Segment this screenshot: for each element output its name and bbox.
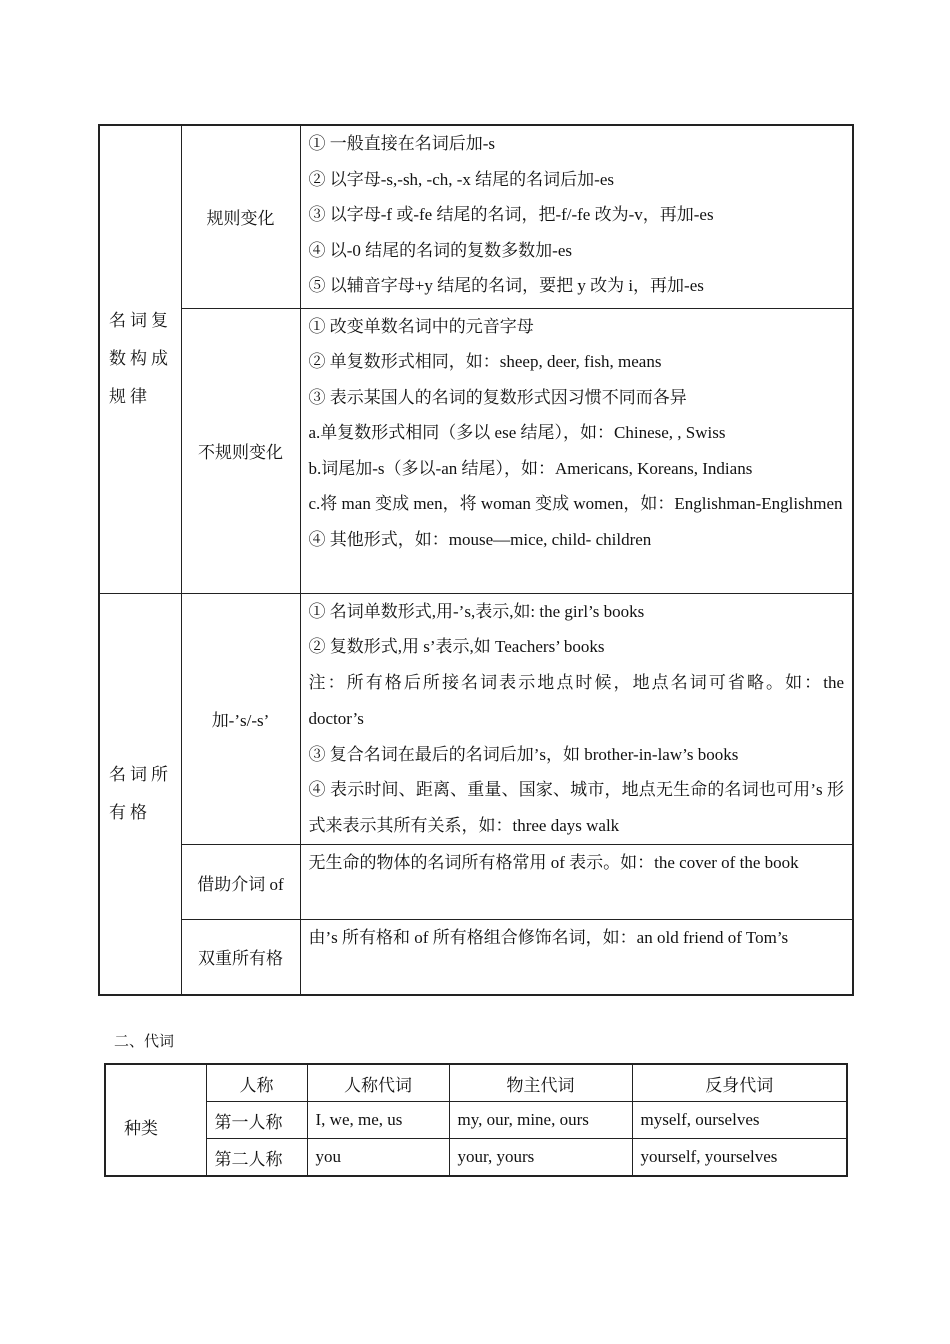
of-preposition-text: 无生命的物体的名词所有格常用 of 表示。如：the cover of the book	[308, 853, 799, 872]
row-first-person-reflexive: myself, ourselves	[632, 1102, 847, 1139]
possessive-rule-1: ① 名词单数形式,用-’s,表示,如: the girl’s books	[308, 601, 645, 621]
pronoun-table	[104, 1063, 848, 1177]
plural-category-cell: 名词复数构成规律	[99, 125, 181, 593]
regular-change-content	[300, 125, 853, 308]
apostrophe-content	[300, 593, 853, 845]
regular-rule-5: ⑤ 以辅音字母+y 结尾的名词，要把 y 改为 i，再加-es	[308, 276, 704, 295]
apostrophe-label: 加-’s/-s’	[181, 593, 300, 845]
irregular-rule-1: ① 改变单数名词中的元音字母	[308, 316, 534, 336]
row-second-person-possessive: your, yours	[449, 1139, 632, 1177]
row-first-person-personal: I, we, me, us	[307, 1102, 449, 1139]
irregular-rule-3a: a.单复数形式相同（多以 ese 结尾），如：Chinese, , Swiss	[308, 423, 726, 442]
header-personal-pronoun: 人称代词	[307, 1064, 449, 1102]
irregular-change-content	[300, 308, 853, 593]
irregular-change-label: 不规则变化	[181, 308, 300, 593]
regular-rule-3: ③ 以字母-f 或-fe 结尾的名词，把-f/-fe 改为-v，再加-es	[308, 205, 714, 224]
double-possessive-text: 由’s 所有格和 of 所有格组合修饰名词，如：an old friend of Tom’s	[308, 928, 789, 947]
possessive-note: 注：所有格后所接名词表示地点时候，地点名词可省略。如：the doctor’s	[308, 672, 844, 728]
irregular-rule-2: ② 单复数形式相同，如：sheep, deer, fish, means	[308, 352, 662, 371]
of-preposition-content	[300, 845, 853, 920]
header-possessive-pronoun: 物主代词	[449, 1064, 632, 1102]
table-row	[105, 1139, 847, 1177]
regular-rule-4: ④ 以-0 结尾的名词的复数多数加-es	[308, 240, 572, 260]
irregular-rule-4: ④ 其他形式，如：mouse—mice, child- children	[308, 530, 652, 549]
irregular-rule-3: ③ 表示某国人的名词的复数形式因习惯不同而各异	[308, 387, 687, 407]
table-row	[105, 1102, 847, 1139]
regular-rule-1: ① 一般直接在名词后加-s	[308, 134, 496, 153]
row-second-person-label: 第二人称	[206, 1139, 307, 1177]
noun-rules-table	[98, 124, 854, 996]
double-possessive-label: 双重所有格	[181, 920, 300, 995]
header-reflexive-pronoun: 反身代词	[632, 1064, 847, 1102]
row-second-person-personal: you	[307, 1139, 449, 1177]
pronoun-category-cell: 种类	[105, 1064, 206, 1176]
possessive-rule-3: ③ 复合名词在最后的名词后加’s，如 brother-in-law’s books	[308, 744, 739, 764]
section-title-pronouns: 二、代词	[114, 1034, 175, 1050]
possessive-category-cell: 名词所有格	[99, 593, 181, 995]
regular-rule-2: ② 以字母-s,-sh, -ch, -x 结尾的名词后加-es	[308, 169, 614, 189]
irregular-rule-3b: b.词尾加-s（多以-an 结尾），如：Americans, Koreans, Indians	[308, 458, 753, 478]
row-first-person-possessive: my, our, mine, ours	[449, 1102, 632, 1139]
header-person: 人称	[206, 1064, 307, 1102]
irregular-rule-3c: c.将 man 变成 men，将 woman 变成 women，如：Englishman-Englishmen	[308, 494, 843, 513]
possessive-rule-4: ④ 表示时间、距离、重量、国家、城市，地点无生命的名词也可用’s 形式来表示其所有关系，如：three days walk	[308, 780, 844, 835]
row-first-person-label: 第一人称	[206, 1102, 307, 1139]
double-possessive-content	[300, 920, 853, 995]
row-second-person-reflexive: yourself, yourselves	[632, 1139, 847, 1177]
regular-change-label: 规则变化	[181, 125, 300, 308]
of-preposition-label: 借助介词 of	[181, 845, 300, 920]
possessive-rule-2: ② 复数形式,用 s’表示,如 Teachers’ books	[308, 637, 605, 656]
